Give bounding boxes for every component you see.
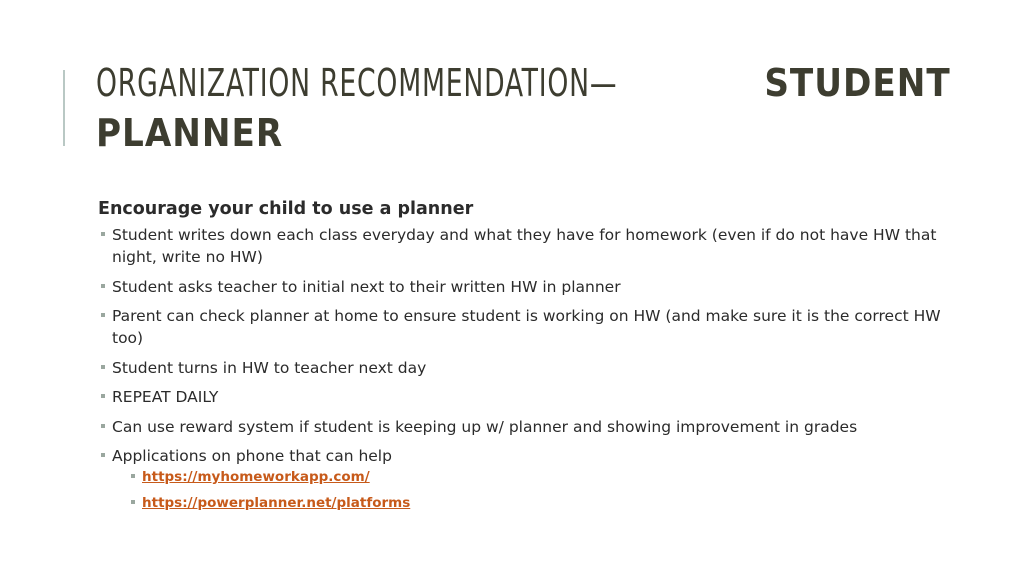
bullet-square-icon <box>131 500 135 504</box>
content-heading: Encourage your child to use a planner <box>98 199 474 219</box>
bullet-text: Student asks teacher to initial next to their written HW in planner <box>112 277 621 296</box>
bullet-text: Applications on phone that can help <box>112 447 392 465</box>
title-prefix: ORGANIZATION RECOMMENDATION— <box>96 61 618 105</box>
bullet-square-icon <box>101 424 105 428</box>
bullet-square-icon <box>101 365 105 369</box>
bullet-item <box>98 386 958 408</box>
bullet-square-icon <box>101 284 105 288</box>
bullet-item <box>98 305 958 349</box>
bullet-square-icon <box>101 394 105 398</box>
bullet-item <box>98 416 958 438</box>
bullet-square-icon <box>101 313 105 317</box>
title-accent-bar <box>63 70 65 146</box>
bullet-item <box>98 357 958 379</box>
bullet-square-icon <box>101 232 105 236</box>
link-myhomeworkapp[interactable]: https://myhomeworkapp.com/ <box>142 469 370 485</box>
slide-content <box>98 196 958 521</box>
title-emphasis-1: STUDENT <box>764 61 951 105</box>
slide-title <box>96 58 976 158</box>
title-emphasis-2: PLANNER <box>96 111 284 155</box>
bullet-text: REPEAT DAILY <box>112 388 219 406</box>
sub-bullet-item <box>128 493 958 513</box>
bullet-item <box>98 276 958 298</box>
bullet-text: Can use reward system if student is keeping up w/ planner and showing improvement in grades <box>112 417 858 436</box>
bullet-list <box>98 224 958 513</box>
bullet-item <box>98 445 958 513</box>
bullet-item <box>98 224 958 268</box>
bullet-text: Student writes down each class everyday and what they have for homework (even if do not have HW that night, write no HW) <box>112 226 937 266</box>
bullet-square-icon <box>101 453 105 457</box>
bullet-text: Parent can check planner at home to ensure student is working on HW (and make sure it is the correct HW too) <box>112 307 941 347</box>
bullet-square-icon <box>131 474 135 478</box>
link-powerplanner[interactable]: https://powerplanner.net/platforms <box>142 495 411 511</box>
sub-bullet-item <box>128 467 958 487</box>
sub-bullet-list <box>112 467 958 513</box>
bullet-text: Student turns in HW to teacher next day <box>112 358 427 377</box>
title-line-1 <box>96 58 976 108</box>
